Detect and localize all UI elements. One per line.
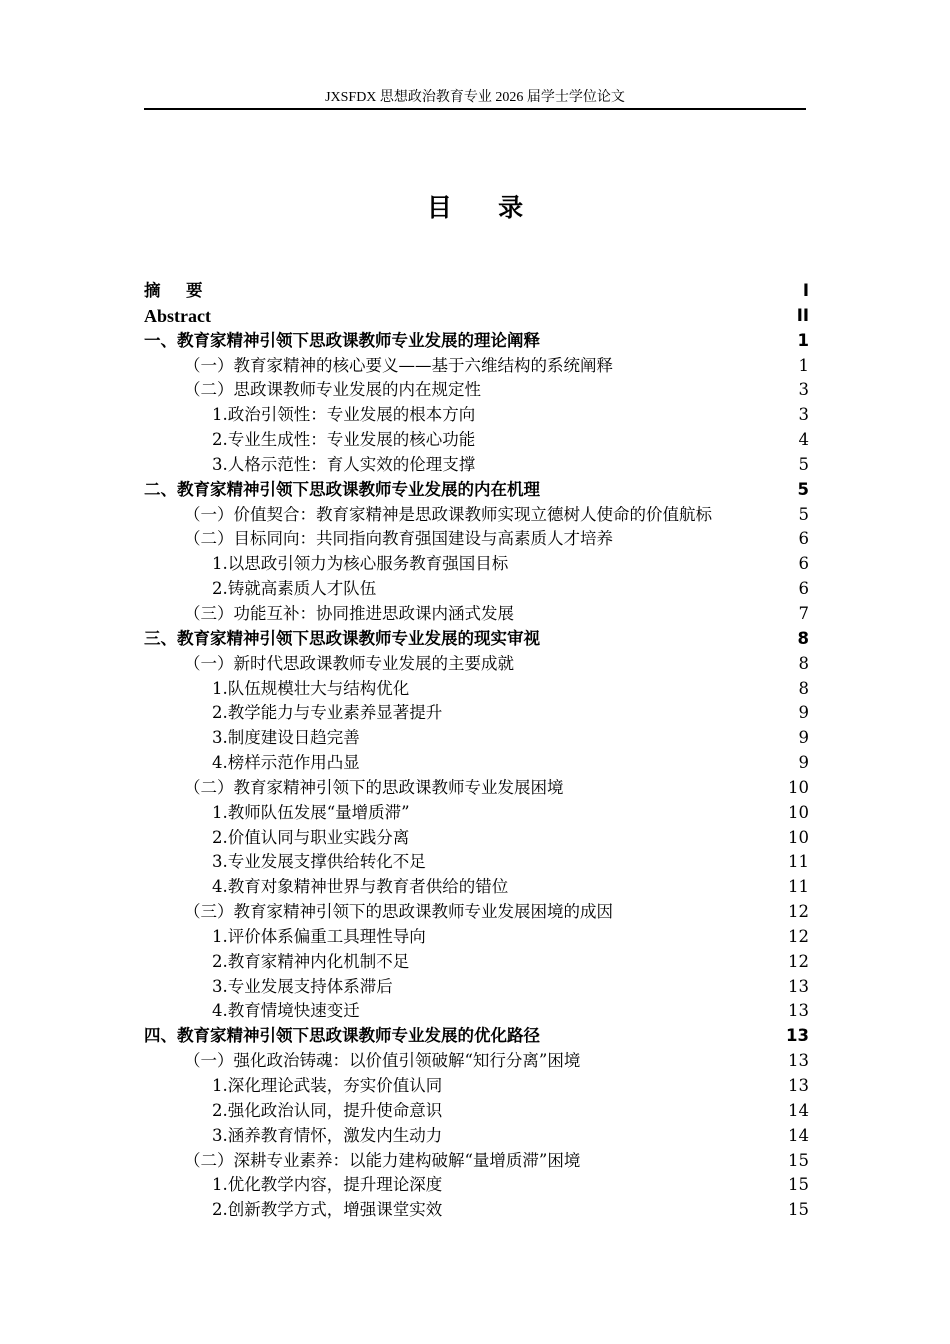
toc-entry-title: Abstract bbox=[144, 305, 211, 326]
toc-entry[interactable] bbox=[144, 950, 809, 975]
toc-entry-page: 15 bbox=[788, 1200, 809, 1220]
toc-entry-page: 8 bbox=[798, 678, 809, 698]
toc-entry-page: 6 bbox=[798, 554, 809, 574]
toc-entry-title: 3.专业发展支持体系滞后 bbox=[212, 976, 393, 996]
toc-entry[interactable] bbox=[144, 403, 809, 428]
toc-entry[interactable] bbox=[144, 577, 809, 602]
toc-entry-title: 2.强化政治认同，提升使命意识 bbox=[212, 1100, 443, 1120]
toc-entry[interactable] bbox=[144, 1198, 809, 1223]
toc-entry-title: 2.铸就高素质人才队伍 bbox=[212, 579, 377, 599]
toc-entry[interactable] bbox=[144, 925, 809, 950]
toc-entry-page: 12 bbox=[788, 951, 809, 971]
toc-entry-page: 13 bbox=[788, 1076, 809, 1095]
toc-entry-page: 5 bbox=[798, 504, 809, 524]
toc-entry-page: 3 bbox=[798, 380, 809, 400]
toc-entry[interactable] bbox=[144, 1024, 809, 1049]
toc-entry-title: （一）新时代思政课教师专业发展的主要成就 bbox=[184, 653, 514, 673]
toc-entry-page: 14 bbox=[788, 1100, 809, 1120]
toc-entry-title: 摘 要 bbox=[144, 281, 213, 300]
toc-entry[interactable] bbox=[144, 627, 809, 652]
toc-entry[interactable] bbox=[144, 354, 809, 379]
toc-entry-title: （二）思政课教师专业发展的内在规定性 bbox=[184, 380, 481, 400]
toc-entry-title: 2.专业生成性：专业发展的核心功能 bbox=[212, 430, 476, 450]
toc-entry[interactable] bbox=[144, 378, 809, 403]
toc-entry[interactable] bbox=[144, 726, 809, 751]
toc-entry-page: 10 bbox=[788, 802, 809, 822]
toc-entry-title: 三、教育家精神引领下思政课教师专业发展的现实审视 bbox=[144, 628, 540, 648]
toc-entry-title: （二）目标同向：共同指向教育强国建设与高素质人才培养 bbox=[184, 529, 613, 549]
running-header: JXSFDX 思想政治教育专业 2026 届学士学位论文 bbox=[325, 90, 625, 105]
toc-entry[interactable] bbox=[144, 751, 809, 776]
toc-entry-title: 1.政治引领性：专业发展的根本方向 bbox=[212, 405, 476, 425]
toc-entry-title: 4.榜样示范作用凸显 bbox=[212, 753, 360, 773]
toc-entry-title: 3.专业发展支撑供给转化不足 bbox=[212, 852, 426, 872]
toc-entry-title: 四、教育家精神引领下思政课教师专业发展的优化路径 bbox=[144, 1026, 540, 1046]
toc-entry[interactable] bbox=[144, 1074, 809, 1099]
toc-entry[interactable] bbox=[144, 801, 809, 826]
toc-entry[interactable] bbox=[144, 1049, 809, 1074]
header-rule bbox=[144, 108, 806, 110]
toc-entry-page: 3 bbox=[798, 405, 809, 425]
toc-entry[interactable] bbox=[144, 428, 809, 453]
toc-entry-page: 6 bbox=[798, 579, 809, 599]
toc-entry-title: 4.教育对象精神世界与教育者供给的错位 bbox=[212, 877, 509, 897]
toc-entry[interactable] bbox=[144, 677, 809, 702]
toc-entry-page: 13 bbox=[786, 1026, 809, 1046]
toc-entry-title: （一）价值契合：教育家精神是思政课教师实现立德树人使命的价值航标 bbox=[184, 504, 712, 524]
toc-entry[interactable] bbox=[144, 1149, 809, 1174]
toc-entry-title: 2.价值认同与职业实践分离 bbox=[212, 827, 410, 847]
toc-entry-title: 2.教学能力与专业素养显著提升 bbox=[212, 703, 443, 723]
toc-entry[interactable] bbox=[144, 552, 809, 577]
toc-entry-title: 1.优化教学内容，提升理论深度 bbox=[212, 1175, 443, 1195]
toc-entry[interactable] bbox=[144, 776, 809, 801]
toc-entry-page: II bbox=[796, 305, 809, 325]
toc-entry-page: 8 bbox=[798, 653, 809, 673]
toc-entry-title: 一、教育家精神引领下思政课教师专业发展的理论阐释 bbox=[144, 330, 540, 350]
toc-entry-page: I bbox=[802, 281, 809, 300]
toc-entry-title: （三）功能互补：协同推进思政课内涵式发展 bbox=[184, 603, 514, 623]
toc-entry[interactable] bbox=[144, 279, 809, 304]
toc-entry-page: 4 bbox=[798, 430, 809, 450]
toc-entry-title: （一）教育家精神的核心要义——基于六维结构的系统阐释 bbox=[184, 355, 613, 375]
toc-entry-page: 10 bbox=[788, 827, 809, 847]
toc-entry-title: （三）教育家精神引领下的思政课教师专业发展困境的成因 bbox=[184, 902, 613, 922]
toc-entry-title: （二）深耕专业素养：以能力建构破解“量增质滞”困境 bbox=[184, 1150, 581, 1170]
toc-entry-page: 8 bbox=[797, 628, 809, 648]
toc-entry-title: （一）强化政治铸魂：以价值引领破解“知行分离”困境 bbox=[184, 1051, 581, 1071]
toc-entry[interactable] bbox=[144, 1124, 809, 1149]
table-of-contents bbox=[144, 279, 809, 1223]
toc-entry[interactable] bbox=[144, 975, 809, 1000]
toc-entry-title: 2.创新教学方式，增强课堂实效 bbox=[212, 1200, 443, 1220]
toc-entry-page: 15 bbox=[788, 1175, 809, 1195]
toc-entry-title: 3.人格示范性：育人实效的伦理支撑 bbox=[212, 454, 476, 474]
toc-entry-page: 12 bbox=[788, 902, 809, 922]
toc-entry[interactable] bbox=[144, 478, 809, 503]
toc-entry[interactable] bbox=[144, 453, 809, 478]
toc-entry-title: 1.深化理论武装，夯实价值认同 bbox=[212, 1076, 443, 1095]
toc-entry-page: 15 bbox=[788, 1150, 809, 1170]
toc-entry[interactable] bbox=[144, 652, 809, 677]
toc-entry[interactable] bbox=[144, 602, 809, 627]
toc-entry-page: 13 bbox=[788, 976, 809, 996]
toc-entry-page: 1 bbox=[797, 330, 809, 350]
toc-title: 目 录 bbox=[426, 193, 542, 222]
toc-entry[interactable] bbox=[144, 1173, 809, 1198]
toc-entry-title: 1.队伍规模壮大与结构优化 bbox=[212, 678, 410, 698]
toc-entry[interactable] bbox=[144, 329, 809, 354]
toc-entry[interactable] bbox=[144, 1099, 809, 1124]
toc-entry-page: 14 bbox=[788, 1125, 809, 1145]
toc-entry-page: 11 bbox=[788, 877, 809, 897]
toc-entry[interactable] bbox=[144, 701, 809, 726]
toc-entry-title: 3.制度建设日趋完善 bbox=[212, 728, 360, 748]
toc-entry-title: 3.涵养教育情怀，激发内生动力 bbox=[212, 1125, 443, 1145]
toc-entry-page: 9 bbox=[798, 728, 809, 748]
toc-entry-page: 9 bbox=[798, 703, 809, 723]
toc-entry-title: 二、教育家精神引领下思政课教师专业发展的内在机理 bbox=[144, 479, 540, 499]
toc-entry[interactable] bbox=[144, 850, 809, 875]
toc-entry-page: 13 bbox=[788, 1051, 809, 1071]
toc-entry-page: 11 bbox=[788, 852, 809, 872]
toc-entry-page: 1 bbox=[798, 355, 809, 375]
toc-entry-page: 10 bbox=[788, 777, 809, 797]
toc-entry-page: 5 bbox=[798, 454, 809, 474]
toc-entry-page: 12 bbox=[788, 926, 809, 946]
toc-entry-page: 13 bbox=[788, 1001, 809, 1021]
toc-entry-title: （二）教育家精神引领下的思政课教师专业发展困境 bbox=[184, 777, 564, 797]
toc-entry-title: 1.教师队伍发展“量增质滞” bbox=[212, 802, 410, 822]
toc-entry-page: 7 bbox=[798, 603, 809, 623]
toc-entry[interactable] bbox=[144, 503, 809, 528]
toc-entry-title: 1.以思政引领力为核心服务教育强国目标 bbox=[212, 554, 509, 574]
toc-entry[interactable] bbox=[144, 304, 809, 329]
toc-entry-page: 9 bbox=[798, 753, 809, 773]
toc-entry[interactable] bbox=[144, 999, 809, 1024]
toc-entry[interactable] bbox=[144, 875, 809, 900]
toc-entry[interactable] bbox=[144, 527, 809, 552]
toc-entry-page: 6 bbox=[798, 529, 809, 549]
toc-entry[interactable] bbox=[144, 900, 809, 925]
toc-entry[interactable] bbox=[144, 826, 809, 851]
toc-entry-page: 5 bbox=[797, 479, 809, 499]
toc-entry-title: 1.评价体系偏重工具理性导向 bbox=[212, 926, 426, 946]
toc-entry-title: 4.教育情境快速变迁 bbox=[212, 1001, 360, 1021]
toc-entry-title: 2.教育家精神内化机制不足 bbox=[212, 951, 410, 971]
